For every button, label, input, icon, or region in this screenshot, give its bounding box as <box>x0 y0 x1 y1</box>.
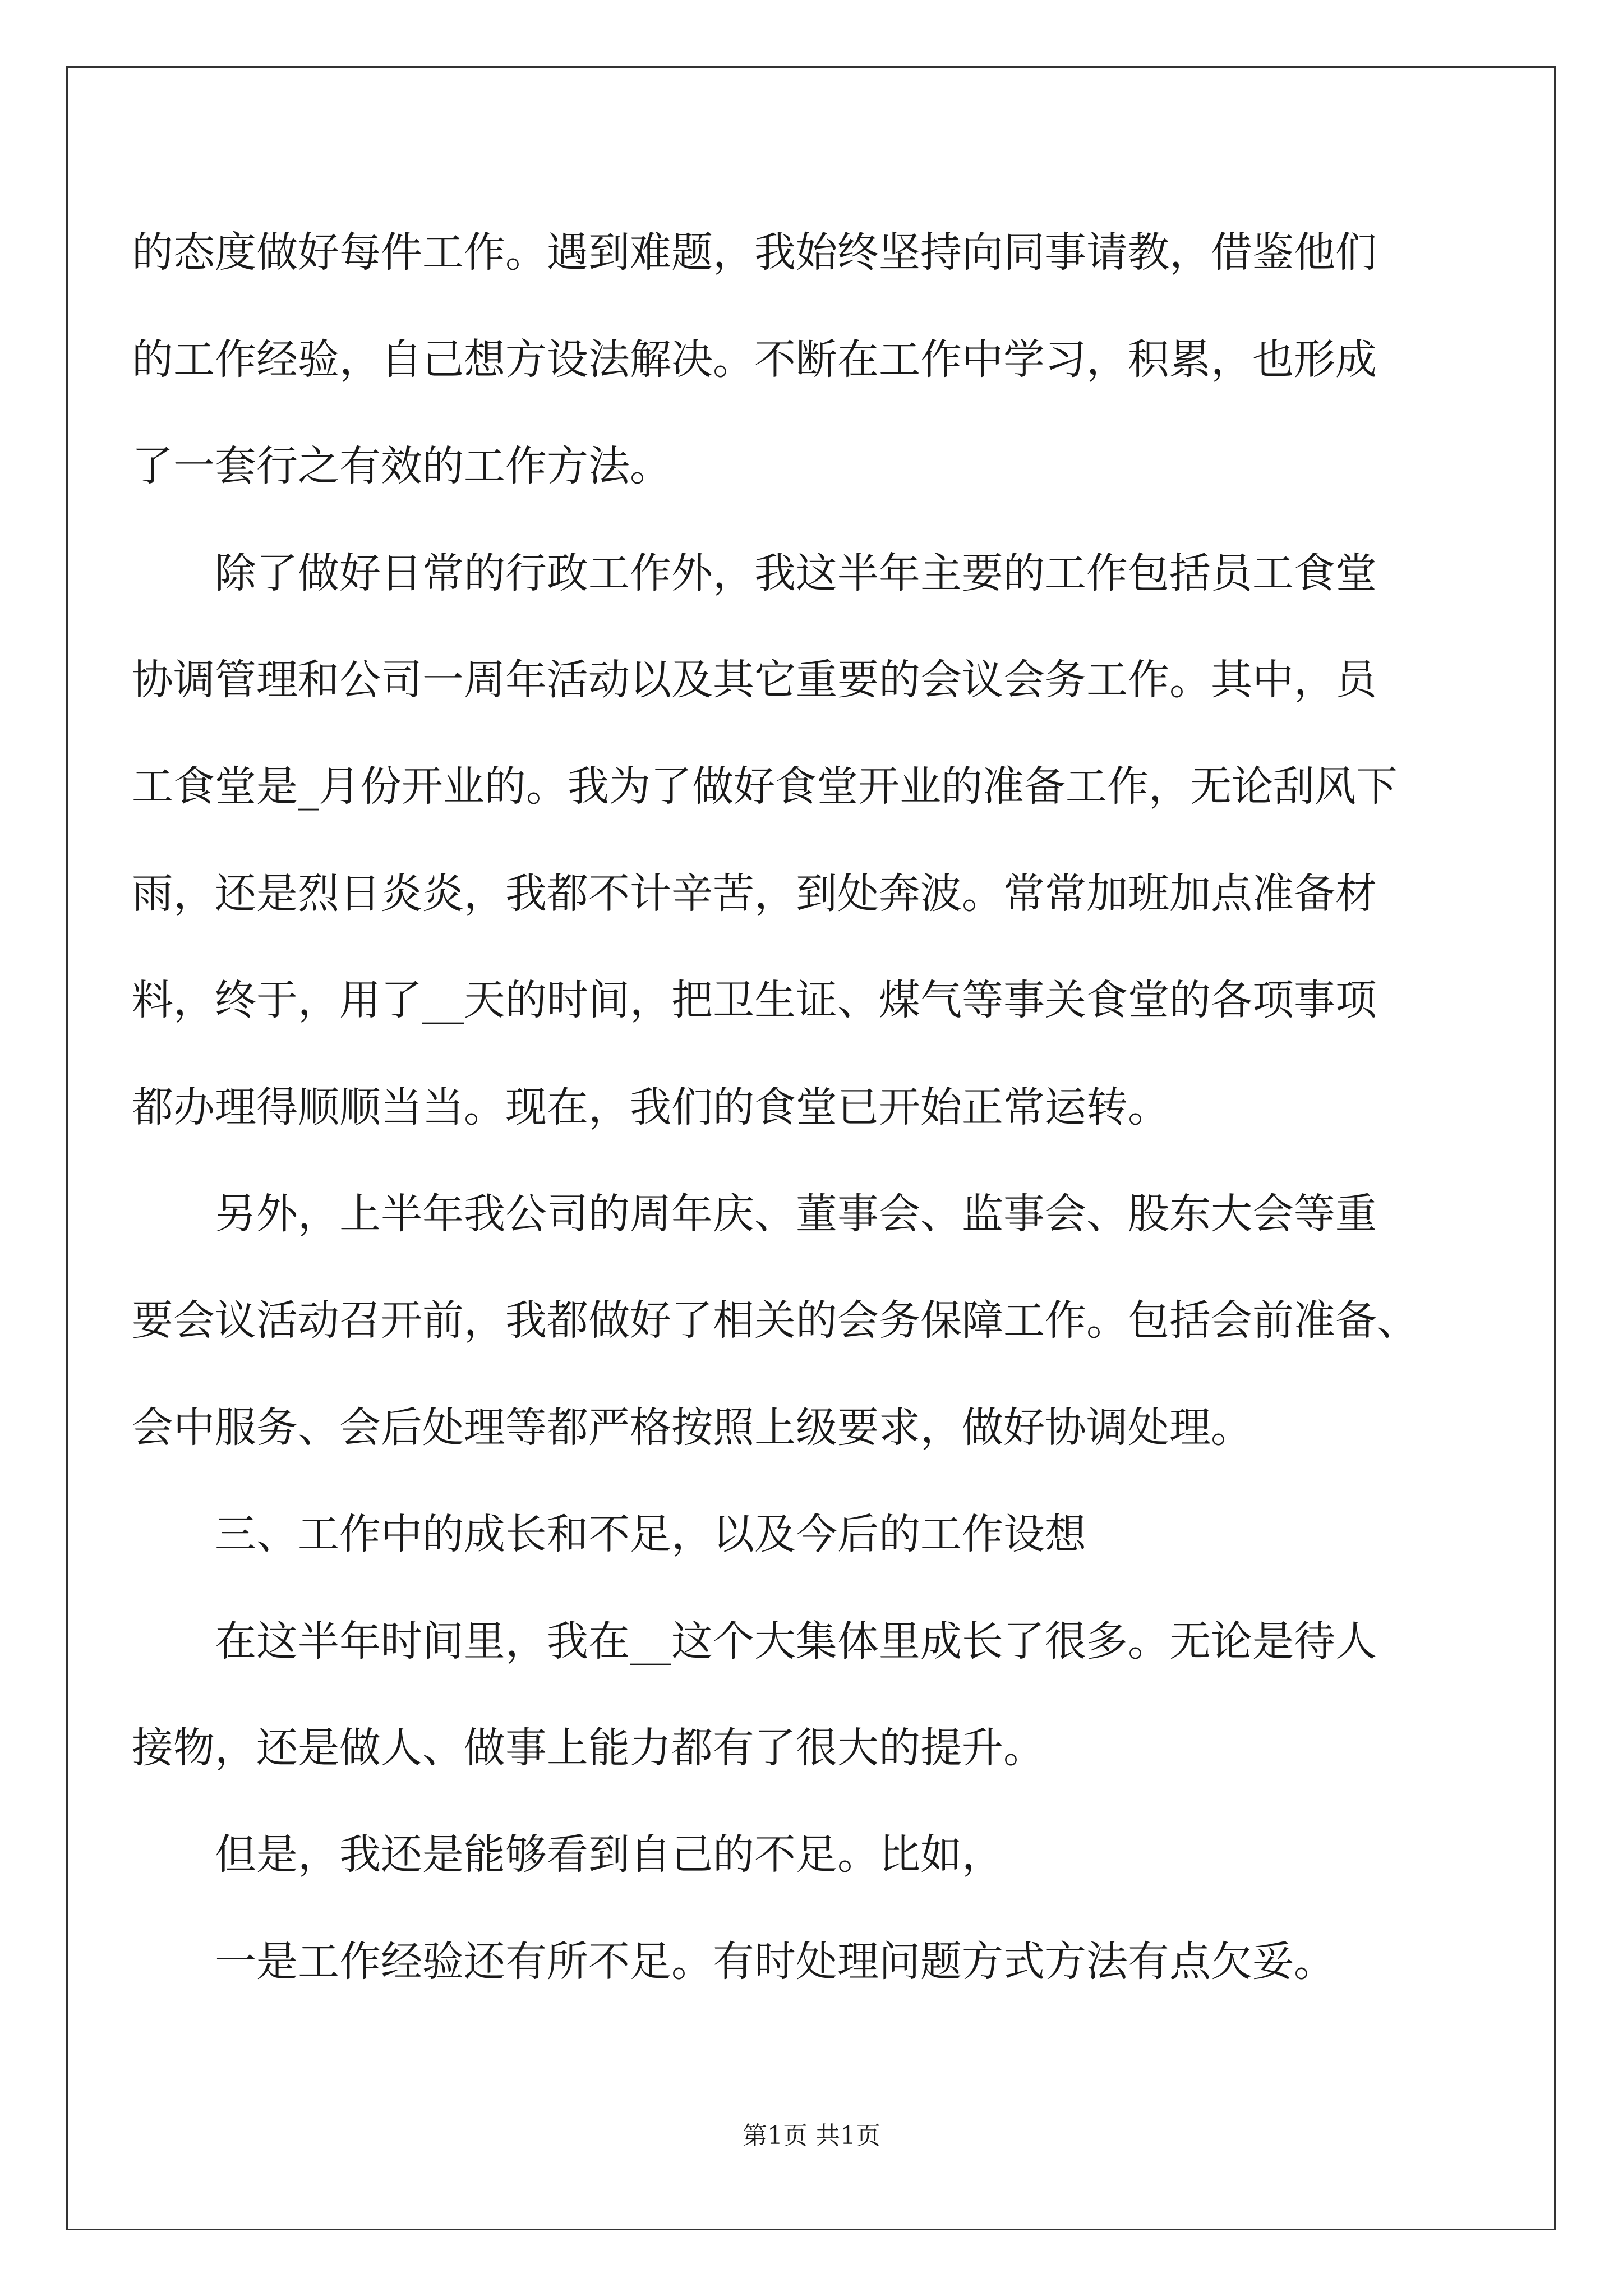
text-line: 会中服务、会后处理等都严格按照上级要求，做好协调处理。 <box>132 1404 1252 1452</box>
text-line: 了一套行之有效的工作方法。 <box>132 442 671 490</box>
text-line: 要会议活动召开前，我都做好了相关的会务保障工作。包括会前准备、 <box>132 1296 1418 1345</box>
text-line: 雨，还是烈日炎炎，我都不计辛苦，到处奔波。常常加班加点准备材 <box>132 869 1377 918</box>
text-line: 接物，还是做人、做事上能力都有了很大的提升。 <box>132 1724 1045 1772</box>
page-border <box>66 66 1556 2230</box>
paragraph-start-line: 一是工作经验还有所不足。有时处理问题方式方法有点欠妥。 <box>215 1938 1335 1986</box>
section-heading: 三、工作中的成长和不足，以及今后的工作设想 <box>215 1510 1086 1558</box>
paragraph-start-line: 但是，我还是能够看到自己的不足。比如， <box>215 1830 1003 1879</box>
text-line: 都办理得顺顺当当。现在，我们的食堂已开始正常运转。 <box>132 1083 1169 1131</box>
text-line: 工食堂是_月份开业的。我为了做好食堂开业的准备工作，无论刮风下 <box>132 762 1398 811</box>
paragraph-start-line: 在这半年时间里，我在__这个大集体里成长了很多。无论是待人 <box>215 1617 1377 1665</box>
text-line: 的态度做好每件工作。遇到难题，我始终坚持向同事请教，借鉴他们 <box>132 228 1377 277</box>
paragraph-start-line: 另外，上半年我公司的周年庆、董事会、监事会、股东大会等重 <box>215 1190 1377 1238</box>
page-number-footer: 第1页 共1页 <box>743 2122 880 2150</box>
text-line: 料，终于，用了__天的时间，把卫生证、煤气等事关食堂的各项事项 <box>132 976 1377 1024</box>
text-line: 协调管理和公司一周年活动以及其它重要的会议会务工作。其中，员 <box>132 656 1377 704</box>
text-line: 的工作经验，自己想方设法解决。不断在工作中学习，积累，也形成 <box>132 335 1377 384</box>
paragraph-start-line: 除了做好日常的行政工作外，我这半年主要的工作包括员工食堂 <box>215 549 1377 597</box>
